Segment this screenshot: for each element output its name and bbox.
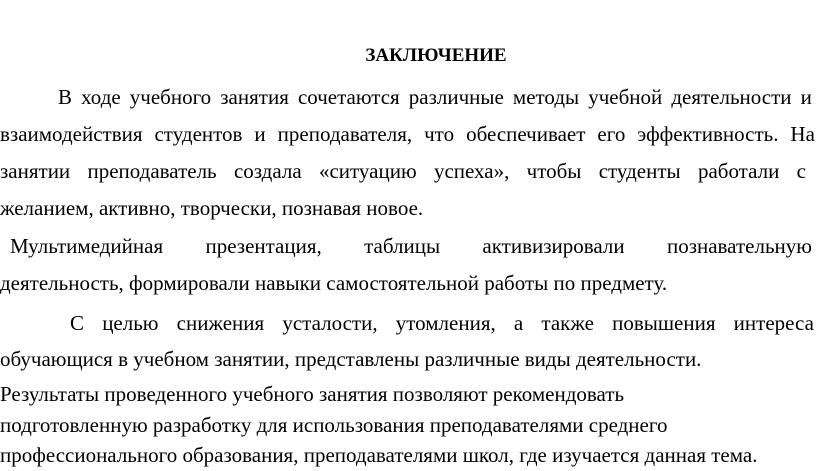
word: утомления, (395, 311, 496, 335)
word: что (424, 122, 455, 146)
word: сочетаются (297, 85, 400, 109)
word: также (541, 311, 594, 335)
word: взаимодействия (0, 122, 143, 146)
word: учебной (588, 85, 663, 109)
word: усталости, (282, 311, 378, 335)
word: На (790, 122, 815, 146)
p2-line-1 (10, 233, 812, 259)
word: создала (233, 159, 302, 183)
p3-line-2: обучающися в учебном занятии, представлены различные виды деятельности. (0, 347, 702, 371)
word: работали (697, 159, 780, 183)
word: с (796, 159, 806, 183)
word: целью (102, 311, 159, 335)
p1-line-2 (0, 121, 815, 147)
word: студенты (598, 159, 681, 183)
word: таблицы (364, 234, 441, 258)
p1-line-1 (58, 84, 812, 110)
p1-line-3 (0, 158, 806, 184)
word: Мультимедийная (10, 234, 164, 258)
word: занятии (0, 159, 71, 183)
word: студентов (154, 122, 243, 146)
word: занятия (220, 85, 289, 109)
document-title: ЗАКЛЮЧЕНИЕ (365, 45, 507, 66)
p1-line-4: желанием, активно, творчески, познавая новое. (0, 196, 424, 220)
word: ходе (81, 85, 121, 109)
p4-line-3: профессионального образования, преподавателями школ, где изучается данная тема. (0, 443, 758, 467)
word: его (597, 122, 626, 146)
p2-line-2: деятельность, формировали навыки самостоятельной работы по предмету. (0, 271, 668, 295)
word: повышения (612, 311, 716, 335)
word: С (70, 311, 85, 335)
word: успеха», (433, 159, 510, 183)
p4-line-2: подготовленную разработку для использования преподавателями среднего (0, 413, 668, 437)
word: методы (512, 85, 580, 109)
word: презентация, (205, 234, 322, 258)
word: интереса (733, 311, 814, 335)
word: преподаватель (87, 159, 217, 183)
word: преподавателя, (277, 122, 413, 146)
word: активизировали (482, 234, 625, 258)
word: познавательную (666, 234, 812, 258)
word: различные (408, 85, 504, 109)
p4-line-1: Результаты проведенного учебного занятия позволяют рекомендовать (0, 382, 625, 406)
word: деятельности (671, 85, 792, 109)
word: чтобы (526, 159, 582, 183)
word: и (800, 85, 812, 109)
word: учебного (129, 85, 212, 109)
word: снижения (176, 311, 265, 335)
word: а (513, 311, 524, 335)
word: обеспечивает (466, 122, 586, 146)
word: В (58, 85, 73, 109)
p3-line-1 (70, 310, 814, 336)
word: и (254, 122, 266, 146)
word: «ситуацию (318, 159, 417, 183)
word: эффективность. (637, 122, 779, 146)
